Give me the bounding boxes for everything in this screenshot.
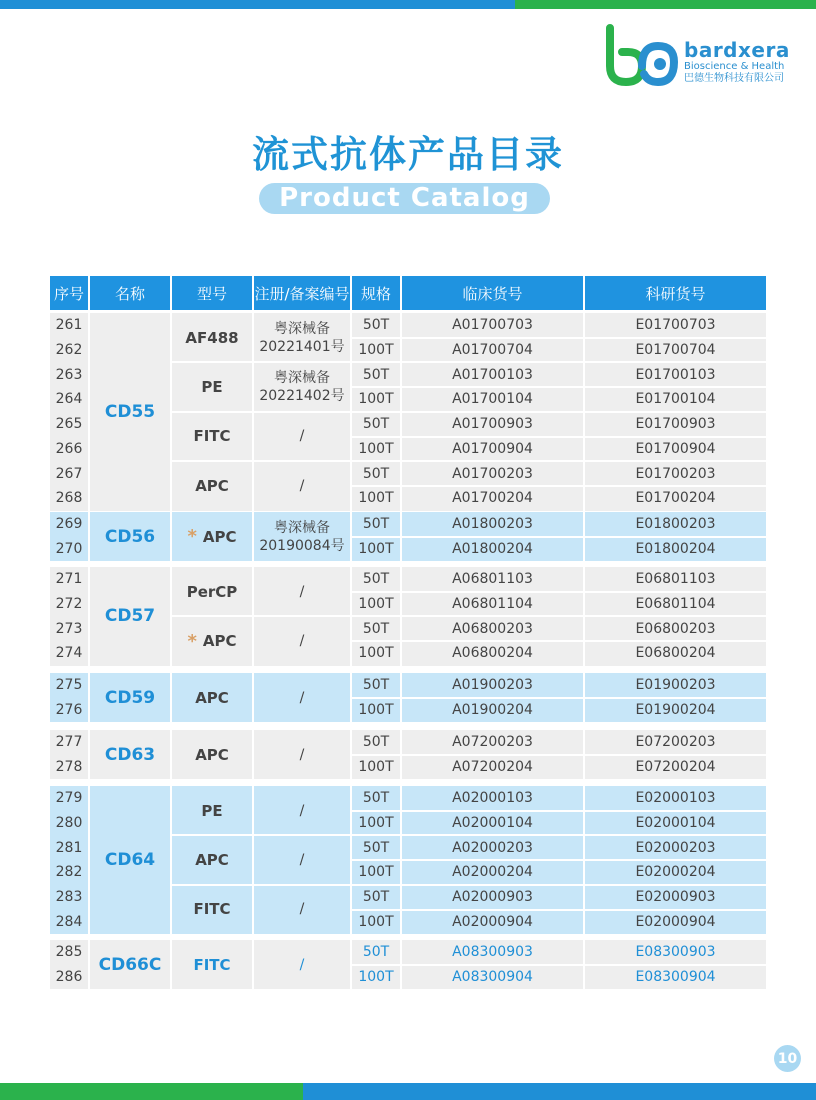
header-cell: 规格	[352, 276, 400, 310]
clinical-code: A01700203	[452, 465, 533, 482]
row-index: 273	[55, 620, 83, 637]
model-cell	[172, 313, 252, 362]
clinical-code: A01700704	[452, 342, 533, 359]
product-name: CD63	[104, 744, 156, 765]
model-label: APC	[195, 851, 229, 870]
registration-number: /	[299, 428, 305, 445]
row-divider	[352, 834, 400, 836]
model-cell	[172, 885, 252, 934]
research-code: E01700203	[635, 465, 716, 482]
research-code: E07200203	[635, 734, 716, 751]
research-code: E06801104	[635, 596, 716, 613]
header-cell: 序号	[50, 276, 88, 310]
row-divider	[352, 640, 400, 642]
spec-cell: 100T	[358, 702, 394, 719]
row-divider	[402, 754, 583, 756]
spec-cell: 100T	[358, 815, 394, 832]
row-index: 267	[55, 465, 83, 482]
row-divider	[402, 964, 583, 966]
spec-cell: 100T	[358, 645, 394, 662]
spec-cell: 100T	[358, 864, 394, 881]
spec-cell: 50T	[362, 620, 390, 637]
spec-cell: 50T	[362, 944, 390, 961]
spec-cell: 50T	[362, 465, 390, 482]
row-divider	[352, 884, 400, 886]
row-divider	[402, 411, 583, 413]
model-label: PE	[201, 378, 223, 397]
bottom-blue-bar	[303, 1083, 816, 1100]
row-divider	[352, 909, 400, 911]
product-name: CD56	[104, 526, 156, 547]
cell-divider	[254, 884, 350, 886]
research-code: E02000103	[635, 790, 716, 807]
spec-cell: 50T	[362, 889, 390, 906]
cell-divider	[254, 615, 350, 617]
row-index: 271	[55, 571, 83, 588]
row-divider	[585, 536, 766, 538]
row-divider	[585, 884, 766, 886]
row-index: 265	[55, 416, 83, 433]
model-label: FITC	[193, 427, 231, 446]
row-index: 281	[55, 839, 83, 856]
cell-divider	[172, 361, 252, 363]
spec-cell: 100T	[358, 596, 394, 613]
logo-sub-cn: 巴德生物科技有限公司	[684, 73, 784, 84]
product-name: CD57	[104, 606, 156, 627]
clinical-code: A01700904	[452, 440, 533, 457]
clinical-code: A01800204	[452, 541, 533, 558]
row-divider	[585, 859, 766, 861]
spec-cell: 100T	[358, 342, 394, 359]
clinical-code: A02000204	[452, 864, 533, 881]
row-index: 283	[55, 889, 83, 906]
model-cell	[172, 673, 252, 722]
row-index: 277	[55, 734, 83, 751]
research-code: E01900204	[635, 702, 716, 719]
research-code: E01700904	[635, 440, 716, 457]
clinical-code: A01900204	[452, 702, 533, 719]
spec-cell: 100T	[358, 490, 394, 507]
spec-cell: 100T	[358, 969, 394, 986]
row-divider	[352, 615, 400, 617]
registration-number: /	[299, 633, 305, 650]
research-code: E02000104	[635, 815, 716, 832]
row-divider	[585, 591, 766, 593]
spec-cell: 50T	[362, 734, 390, 751]
star-icon: *	[187, 526, 197, 548]
row-index: 284	[55, 913, 83, 930]
model-cell	[172, 835, 252, 884]
row-divider	[402, 436, 583, 438]
row-divider	[402, 337, 583, 339]
clinical-code: A02000103	[452, 790, 533, 807]
row-index: 261	[55, 317, 83, 334]
row-divider	[585, 485, 766, 487]
clinical-code: A06800203	[452, 620, 533, 637]
row-index: 262	[55, 342, 83, 359]
registration-number: /	[299, 901, 305, 918]
spec-cell: 50T	[362, 366, 390, 383]
research-code: E01700704	[635, 342, 716, 359]
row-divider	[352, 361, 400, 363]
model-label: APC	[195, 688, 229, 707]
row-index: 282	[55, 864, 83, 881]
row-divider	[402, 909, 583, 911]
row-divider	[402, 591, 583, 593]
row-divider	[585, 615, 766, 617]
row-divider	[352, 337, 400, 339]
row-divider	[402, 810, 583, 812]
clinical-code: A01700903	[452, 416, 533, 433]
row-index: 280	[55, 815, 83, 832]
model-label: AF488	[185, 328, 239, 347]
row-index: 276	[55, 702, 83, 719]
spec-cell: 50T	[362, 571, 390, 588]
row-divider	[402, 485, 583, 487]
spec-cell: 100T	[358, 913, 394, 930]
clinical-code: A01700703	[452, 317, 533, 334]
model-label: FITC	[193, 955, 231, 974]
research-code: E01700104	[635, 391, 716, 408]
row-divider	[402, 697, 583, 699]
registration-number: /	[299, 583, 305, 600]
model-cell	[172, 786, 252, 835]
row-divider	[352, 964, 400, 966]
brand-logo	[604, 22, 794, 88]
row-index: 279	[55, 790, 83, 807]
clinical-code: A01700104	[452, 391, 533, 408]
model-cell	[172, 730, 252, 779]
row-divider	[352, 460, 400, 462]
research-code: E06800203	[635, 620, 716, 637]
row-divider	[585, 697, 766, 699]
model-label: APC	[202, 527, 237, 546]
row-divider	[352, 386, 400, 388]
model-cell	[172, 412, 252, 461]
row-index: 263	[55, 366, 83, 383]
row-divider	[402, 834, 583, 836]
spec-cell: 50T	[362, 317, 390, 334]
registration-number: 粤深械备 20190084号	[259, 519, 345, 554]
row-index: 270	[55, 541, 83, 558]
row-divider	[352, 536, 400, 538]
clinical-code: A06800204	[452, 645, 533, 662]
registration-number: /	[299, 802, 305, 819]
cell-divider	[172, 615, 252, 617]
row-divider	[585, 361, 766, 363]
row-divider	[585, 337, 766, 339]
row-index: 269	[55, 516, 83, 533]
model-label: APC	[202, 632, 237, 651]
clinical-code: A01700204	[452, 490, 533, 507]
clinical-code: A06801103	[452, 571, 533, 588]
header-cell: 临床货号	[402, 276, 583, 310]
header-cell: 科研货号	[585, 276, 766, 310]
product-name: CD66C	[98, 954, 162, 975]
registration-number: /	[299, 852, 305, 869]
row-divider	[402, 460, 583, 462]
research-code: E01700903	[635, 416, 716, 433]
row-index: 285	[55, 944, 83, 961]
row-divider	[585, 640, 766, 642]
row-divider	[402, 859, 583, 861]
clinical-code: A01700103	[452, 366, 533, 383]
research-code: E07200204	[635, 759, 716, 776]
cell-divider	[254, 361, 350, 363]
logo-mark-icon	[604, 22, 680, 88]
research-code: E01700703	[635, 317, 716, 334]
clinical-code: A07200203	[452, 734, 533, 751]
row-divider	[352, 754, 400, 756]
row-divider	[585, 909, 766, 911]
research-code: E02000904	[635, 913, 716, 930]
row-index: 274	[55, 645, 83, 662]
row-divider	[352, 485, 400, 487]
research-code: E01700103	[635, 366, 716, 383]
model-label: APC	[195, 745, 229, 764]
row-divider	[352, 591, 400, 593]
research-code: E01900203	[635, 677, 716, 694]
row-divider	[402, 361, 583, 363]
row-divider	[352, 810, 400, 812]
row-divider	[585, 964, 766, 966]
row-index: 266	[55, 440, 83, 457]
spec-cell: 100T	[358, 759, 394, 776]
research-code: E02000204	[635, 864, 716, 881]
cell-divider	[254, 834, 350, 836]
spec-cell: 100T	[358, 391, 394, 408]
spec-cell: 50T	[362, 790, 390, 807]
row-index: 275	[55, 677, 83, 694]
research-code: E01700204	[635, 490, 716, 507]
row-divider	[585, 834, 766, 836]
clinical-code: A02000903	[452, 889, 533, 906]
model-cell	[172, 567, 252, 616]
clinical-code: A02000104	[452, 815, 533, 832]
page-number: 10	[774, 1045, 801, 1072]
research-code: E01800204	[635, 541, 716, 558]
header-cell: 名称	[90, 276, 170, 310]
spec-cell: 100T	[358, 541, 394, 558]
model-label: PE	[201, 801, 223, 820]
model-cell	[172, 461, 252, 510]
clinical-code: A01800203	[452, 516, 533, 533]
research-code: E08300904	[635, 969, 716, 986]
row-index: 272	[55, 596, 83, 613]
research-code: E02000903	[635, 889, 716, 906]
header-cell: 型号	[172, 276, 252, 310]
page-title: 流式抗体产品目录	[252, 133, 564, 176]
row-divider	[585, 386, 766, 388]
clinical-code: A02000203	[452, 839, 533, 856]
cell-divider	[172, 411, 252, 413]
clinical-code: A07200204	[452, 759, 533, 776]
research-code: E08300903	[635, 944, 716, 961]
registration-number: /	[299, 956, 305, 973]
cell-divider	[172, 884, 252, 886]
clinical-code: A08300904	[452, 969, 533, 986]
model-cell	[172, 512, 252, 561]
model-label: APC	[195, 476, 229, 495]
clinical-code: A06801104	[452, 596, 533, 613]
row-index: 268	[55, 490, 83, 507]
model-label: FITC	[193, 900, 231, 919]
registration-number: 粤深械备 20221401号	[259, 320, 345, 355]
cell-divider	[172, 460, 252, 462]
research-code: E02000203	[635, 839, 716, 856]
row-divider	[402, 386, 583, 388]
row-divider	[402, 536, 583, 538]
row-divider	[585, 460, 766, 462]
row-divider	[352, 859, 400, 861]
top-blue-bar	[0, 0, 515, 9]
registration-number: /	[299, 477, 305, 494]
clinical-code: A01900203	[452, 677, 533, 694]
row-divider	[352, 411, 400, 413]
clinical-code: A08300903	[452, 944, 533, 961]
product-name: CD64	[104, 850, 156, 871]
registration-number: 粤深械备 20221402号	[259, 370, 345, 405]
spec-cell: 50T	[362, 416, 390, 433]
row-index: 278	[55, 759, 83, 776]
logo-name: bardxera	[684, 38, 790, 62]
row-divider	[402, 884, 583, 886]
model-cell	[172, 362, 252, 411]
row-divider	[402, 615, 583, 617]
page-subtitle: Product Catalog	[259, 183, 550, 214]
row-divider	[585, 754, 766, 756]
research-code: E01800203	[635, 516, 716, 533]
row-divider	[402, 640, 583, 642]
row-divider	[352, 436, 400, 438]
header-cell: 注册/备案编号	[254, 276, 350, 310]
research-code: E06800204	[635, 645, 716, 662]
spec-cell: 100T	[358, 440, 394, 457]
product-name: CD59	[104, 687, 156, 708]
model-cell	[172, 616, 252, 665]
row-divider	[585, 411, 766, 413]
model-label: PerCP	[186, 582, 238, 601]
research-code: E06801103	[635, 571, 716, 588]
registration-number: /	[299, 689, 305, 706]
row-divider	[585, 810, 766, 812]
spec-cell: 50T	[362, 677, 390, 694]
row-index: 286	[55, 969, 83, 986]
registration-number: /	[299, 746, 305, 763]
row-divider	[352, 697, 400, 699]
cell-divider	[254, 460, 350, 462]
cell-divider	[254, 411, 350, 413]
cell-divider	[172, 834, 252, 836]
spec-cell: 50T	[362, 516, 390, 533]
row-divider	[585, 436, 766, 438]
top-green-bar	[515, 0, 816, 9]
spec-cell: 50T	[362, 839, 390, 856]
clinical-code: A02000904	[452, 913, 533, 930]
model-cell	[172, 940, 252, 989]
bottom-green-bar	[0, 1083, 303, 1100]
row-index: 264	[55, 391, 83, 408]
logo-sub-en: Bioscience & Health	[684, 61, 785, 72]
star-icon: *	[187, 630, 197, 652]
product-name: CD55	[104, 401, 156, 422]
